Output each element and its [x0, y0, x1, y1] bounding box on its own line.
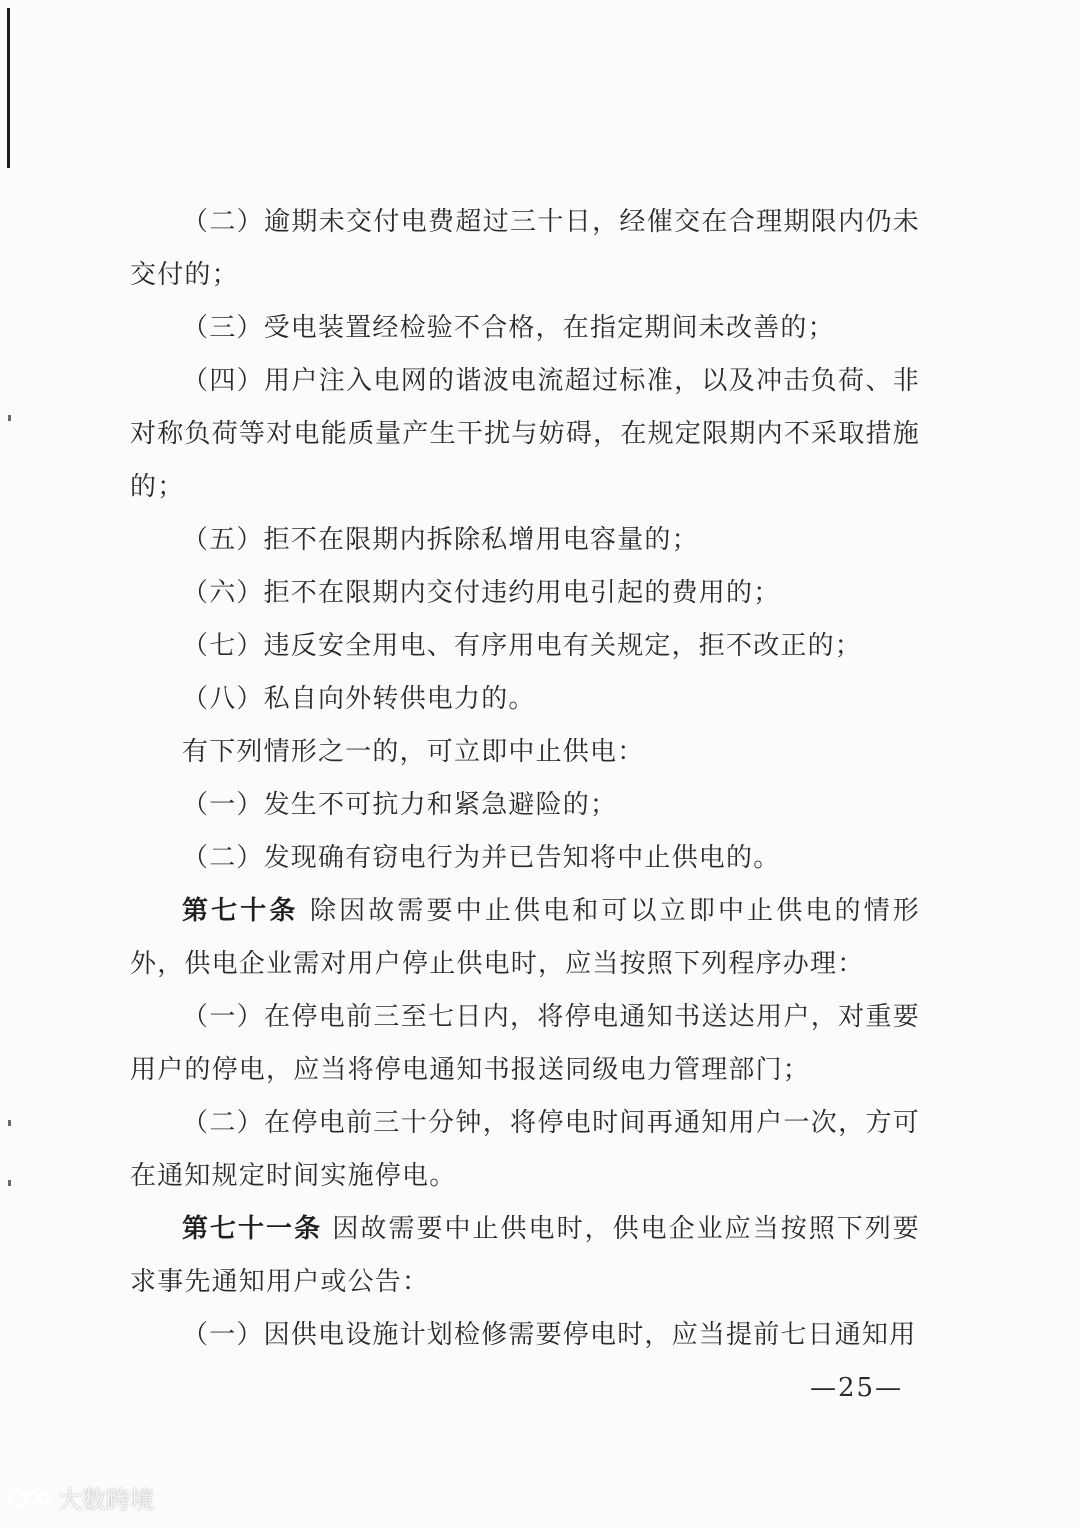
- scan-edge-line: [7, 8, 10, 168]
- article-70-item-2: （二）在停电前三十分钟，将停电时间再通知用户一次，方可在通知规定时间实施停电。: [130, 1108, 920, 1191]
- logo-icon: [8, 1484, 52, 1512]
- article-71-item-1: （一）因供电设施计划检修需要停电时，应当提前七日通知用: [182, 1320, 917, 1350]
- paragraph-2: （二）逾期未交付电费超过三十日，经催交在合理期限内仍未交付的；: [130, 207, 920, 290]
- paragraph-5: （五）拒不在限期内拆除私增用电容量的；: [182, 525, 699, 555]
- paragraph-6: （六）拒不在限期内交付违约用电引起的费用的；: [182, 578, 781, 608]
- article-71-number: 第七十一条: [182, 1214, 323, 1244]
- page-number: —25—: [810, 1373, 904, 1403]
- scan-speck: [8, 1120, 11, 1126]
- watermark: [8, 1480, 154, 1515]
- paragraph-7: （七）违反安全用电、有序用电有关规定，拒不改正的；: [182, 631, 863, 661]
- document-body: [130, 196, 920, 1362]
- paragraph-4: （四）用户注入电网的谐波电流超过标准，以及冲击负荷、非对称负荷等对电能质量产生干扰与妨碍，在规定限期内不采取措施的；: [130, 366, 920, 502]
- watermark-text: 大数跨境: [58, 1486, 154, 1514]
- article-70-number: 第七十条: [182, 896, 299, 926]
- paragraph-8: （八）私自向外转供电力的。: [182, 684, 536, 714]
- article-71: 第七十一条 因故需要中止供电时，供电企业应当按照下列要求事先通知用户或公告：: [130, 1214, 921, 1297]
- article-70: 第七十条 除因故需要中止供电和可以立即中止供电的情形外，供电企业需对用户停止供电时，应当按照下列程序办理：: [130, 896, 920, 979]
- paragraph-3: （三）受电装置经检验不合格，在指定期间未改善的；: [182, 313, 835, 343]
- article-70-item-1: （一）在停电前三至七日内，将停电通知书送达用户，对重要用户的停电，应当将停电通知书报送同级电力管理部门；: [130, 1002, 920, 1085]
- immediate-item-2: （二）发现确有窃电行为并已告知将中止供电的。: [182, 843, 781, 873]
- immediate-suspension-intro: 有下列情形之一的，可立即中止供电：: [182, 737, 645, 767]
- immediate-item-1: （一）发生不可抗力和紧急避险的；: [182, 790, 618, 820]
- scan-speck: [8, 1180, 11, 1186]
- scan-speck: [8, 415, 11, 421]
